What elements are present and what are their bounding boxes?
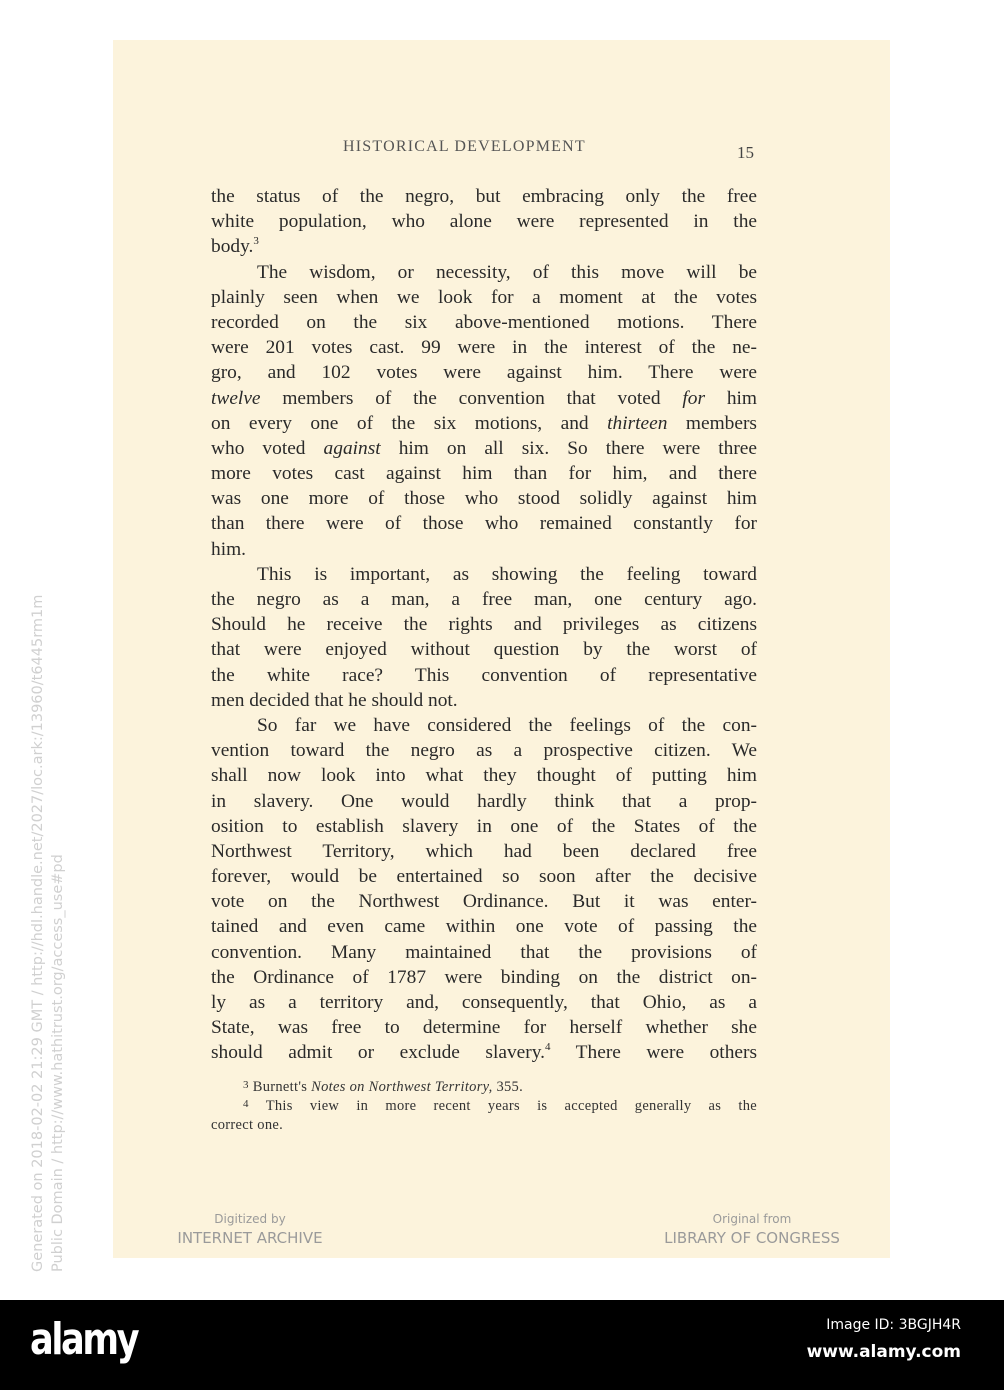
text-line — [211, 587, 757, 612]
text-line — [211, 184, 757, 209]
footnotes — [211, 1078, 757, 1135]
text-line — [211, 209, 757, 234]
text-run: State, was free to determine for herself whether she — [211, 1017, 757, 1039]
text-line — [211, 537, 757, 562]
text-run: correct one. — [211, 1117, 284, 1133]
watermark-bar — [0, 1300, 1004, 1390]
text-run: So far we have considered the feelings of the con- — [257, 714, 757, 736]
italic-text: thirteen — [607, 412, 668, 434]
text-line — [211, 260, 757, 285]
text-line — [211, 789, 757, 814]
text-run: that were enjoyed without question by the worst of — [211, 639, 757, 661]
internet-archive-label: INTERNET ARCHIVE — [177, 1229, 323, 1247]
text-run: in slavery. One would hardly think that a prop- — [211, 790, 757, 812]
text-run: him — [705, 387, 757, 409]
text-run: the white race? This convention of representative — [211, 664, 757, 686]
text-run: who voted — [211, 437, 324, 459]
text-line — [211, 562, 757, 587]
text-run: were 201 votes cast. 99 were in the interest of the ne- — [211, 337, 757, 359]
text-line — [211, 839, 757, 864]
footnote-marker: 4 — [243, 1098, 249, 1110]
text-line — [211, 990, 757, 1015]
text-run: members of the convention that voted — [260, 387, 683, 409]
running-head: HISTORICAL DEVELOPMENT — [343, 138, 586, 155]
text-run: more votes cast against him than for him, and there — [211, 463, 757, 485]
text-line — [211, 285, 757, 310]
public-domain-line: Public Domain / http://www.hathitrust.org/access_use#pd — [50, 854, 66, 1272]
text-run: should admit or exclude slavery. — [211, 1042, 545, 1064]
text-run: the negro as a man, a free man, one century ago. — [211, 589, 757, 610]
text-run: forever, would be entertained so soon after the decisive — [211, 866, 757, 888]
text-line — [211, 738, 757, 763]
footnote-line — [211, 1078, 757, 1097]
text-line — [211, 1040, 757, 1065]
text-line — [211, 713, 757, 738]
text-run: The wisdom, or necessity, of this move will be — [257, 261, 757, 283]
text-run: him. — [211, 538, 247, 560]
text-run: convention. Many maintained that the provisions of — [211, 941, 757, 963]
text-run: the status of the negro, but embracing only the free — [211, 186, 757, 207]
text-line — [211, 461, 757, 486]
generated-line: Generated on 2018-02-02 21:29 GMT / http://hdl.handle.net/2027/loc.ark:/13960/t6445rm1m — [30, 594, 46, 1272]
text-line — [211, 612, 757, 637]
text-run: the Ordinance of 1787 were binding on the district on- — [211, 966, 757, 988]
text-run: white population, who alone were represented in the — [211, 211, 757, 233]
text-run: vention toward the negro as a prospective citizen. We — [211, 740, 757, 762]
text-run: Burnett's — [248, 1079, 312, 1095]
text-line — [211, 310, 757, 335]
text-run: shall now look into what they thought of putting him — [211, 765, 757, 787]
text-run: gro, and 102 votes were against him. There were — [211, 362, 757, 384]
text-run: 355. — [492, 1079, 524, 1095]
text-run: members — [667, 412, 757, 434]
text-line — [211, 864, 757, 889]
text-line — [211, 335, 757, 360]
text-run: Should he receive the rights and privileges as citizens — [211, 614, 757, 636]
original-from-label: Original from — [712, 1212, 792, 1226]
digitized-by-label: Digitized by — [214, 1212, 286, 1226]
text-run: This is important, as showing the feeling toward — [257, 563, 757, 585]
text-line — [211, 965, 757, 990]
text-line — [211, 511, 757, 536]
body-text — [211, 184, 757, 1066]
text-line — [211, 637, 757, 662]
footnote-line — [211, 1097, 757, 1116]
text-run: osition to establish slavery in one of the States of the — [211, 815, 757, 837]
text-run: was one more of those who stood solidly against him — [211, 488, 757, 510]
text-line — [211, 663, 757, 688]
italic-text: twelve — [211, 387, 261, 409]
text-line — [211, 914, 757, 939]
text-line — [211, 889, 757, 914]
text-run: body. — [211, 236, 254, 258]
text-run: tained and even came within one vote of passing the — [211, 916, 757, 938]
footnote-line — [211, 1116, 757, 1135]
image-id: Image ID: 3BGJH4R — [826, 1317, 961, 1333]
text-run: on every one of the six motions, and — [211, 412, 608, 434]
text-line — [211, 814, 757, 839]
text-run: men decided that he should not. — [211, 689, 458, 711]
alamy-logo: alamy — [30, 1314, 138, 1365]
page-number: 15 — [737, 143, 754, 162]
italic-text: for — [682, 387, 706, 409]
text-run: than there were of those who remained constantly for — [211, 513, 757, 535]
hathitrust-side-text — [28, 595, 68, 1272]
footnote-marker: 3 — [253, 235, 259, 248]
original-from-credit — [652, 1212, 852, 1247]
text-run: Northwest Territory, which had been declared free — [211, 840, 757, 862]
text-line — [211, 763, 757, 788]
footnote-marker: 3 — [243, 1079, 249, 1091]
text-line — [211, 411, 757, 436]
text-run: recorded on the six above-mentioned motions. There — [211, 311, 757, 333]
digitized-by-credit — [170, 1212, 330, 1247]
library-of-congress-label: LIBRARY OF CONGRESS — [664, 1229, 840, 1247]
text-line — [211, 234, 757, 259]
text-run: There were others — [550, 1042, 757, 1064]
text-run: This view in more recent years is accepted generally as the — [248, 1098, 757, 1114]
text-line — [211, 1015, 757, 1040]
text-line — [211, 386, 757, 411]
text-run: him on all six. So there were three — [380, 437, 757, 459]
text-line — [211, 940, 757, 965]
footnote-marker: 4 — [545, 1041, 551, 1054]
italic-text: against — [323, 437, 381, 459]
text-run: ly as a territory and, consequently, that Ohio, as a — [211, 992, 757, 1013]
text-line — [211, 436, 757, 461]
text-run: vote on the Northwest Ordinance. But it was enter- — [211, 891, 757, 913]
text-line — [211, 360, 757, 385]
italic-text: Notes on Northwest Territory, — [311, 1079, 493, 1095]
alamy-site: www.alamy.com — [806, 1342, 961, 1362]
text-run: plainly seen when we look for a moment at the votes — [211, 286, 757, 308]
text-line — [211, 688, 757, 713]
text-line — [211, 486, 757, 511]
